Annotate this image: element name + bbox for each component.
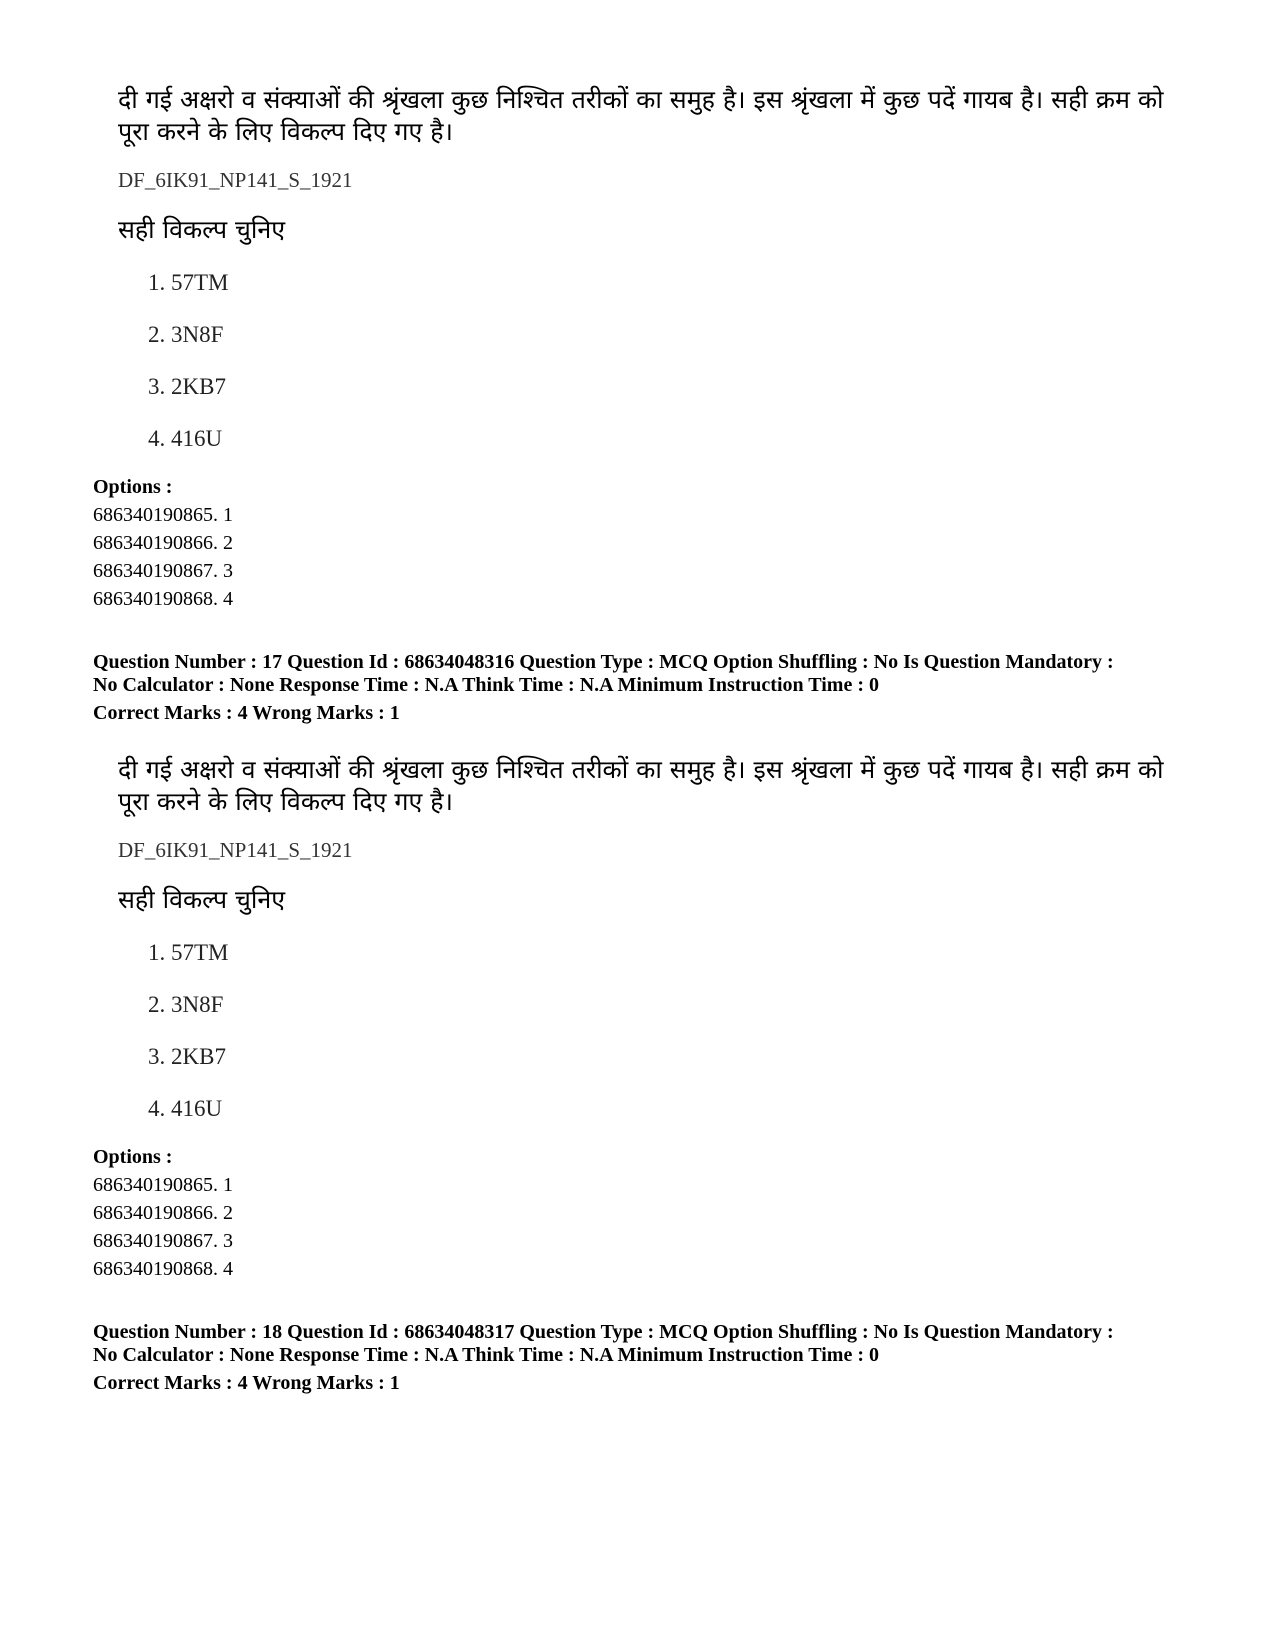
choice-item: 4. 416U (148, 426, 223, 451)
option-line: 686340190865. 1 (93, 1174, 233, 1196)
question-code: DF_6IK91_NP141_S_1921 (118, 168, 353, 192)
question-stem: दी गई अक्षरो व संक्याओं की श्रृंखला कुछ निश्चित तरीकों का समुह है। इस श्रृंखला में कुछ पदें गायब है। सही क्रम को पूरा करने के लिए विकल्प दिए गए है। (118, 755, 1164, 816)
choice-item: 2. 3N8F (148, 322, 224, 347)
option-line: 686340190867. 3 (93, 1230, 233, 1252)
question-header-line1: Question Number : 17 Question Id : 68634048316 Question Type : MCQ Option Shuffling : No Is Question Mandatory : (93, 651, 1114, 673)
option-line: 686340190868. 4 (93, 1258, 233, 1280)
choice-item: 1. 57TM (148, 270, 229, 295)
options-label: Options : (93, 1146, 173, 1168)
choice-item: 2. 3N8F (148, 992, 224, 1017)
question-prompt: सही विकल्प चुनिए (118, 215, 286, 244)
choice-item: 3. 2KB7 (148, 1044, 226, 1069)
option-line: 686340190868. 4 (93, 588, 233, 610)
choice-item: 4. 416U (148, 1096, 223, 1121)
question-code: DF_6IK91_NP141_S_1921 (118, 838, 353, 862)
question-prompt: सही विकल्प चुनिए (118, 885, 286, 914)
question-header-line2: No Calculator : None Response Time : N.A Think Time : N.A Minimum Instruction Time : 0 (93, 1344, 879, 1366)
choice-item: 3. 2KB7 (148, 374, 226, 399)
options-label: Options : (93, 476, 173, 498)
question-marks: Correct Marks : 4 Wrong Marks : 1 (93, 702, 400, 724)
option-line: 686340190866. 2 (93, 532, 233, 554)
option-line: 686340190866. 2 (93, 1202, 233, 1224)
choice-item: 1. 57TM (148, 940, 229, 965)
question-header-line1: Question Number : 18 Question Id : 68634048317 Question Type : MCQ Option Shuffling : No Is Question Mandatory : (93, 1321, 1114, 1343)
question-header-line2: No Calculator : None Response Time : N.A Think Time : N.A Minimum Instruction Time : 0 (93, 674, 879, 696)
option-line: 686340190867. 3 (93, 560, 233, 582)
question-marks: Correct Marks : 4 Wrong Marks : 1 (93, 1372, 400, 1394)
question-stem: दी गई अक्षरो व संक्याओं की श्रृंखला कुछ निश्चित तरीकों का समुह है। इस श्रृंखला में कुछ पदें गायब है। सही क्रम को पूरा करने के लिए विकल्प दिए गए है। (118, 85, 1164, 146)
option-line: 686340190865. 1 (93, 504, 233, 526)
